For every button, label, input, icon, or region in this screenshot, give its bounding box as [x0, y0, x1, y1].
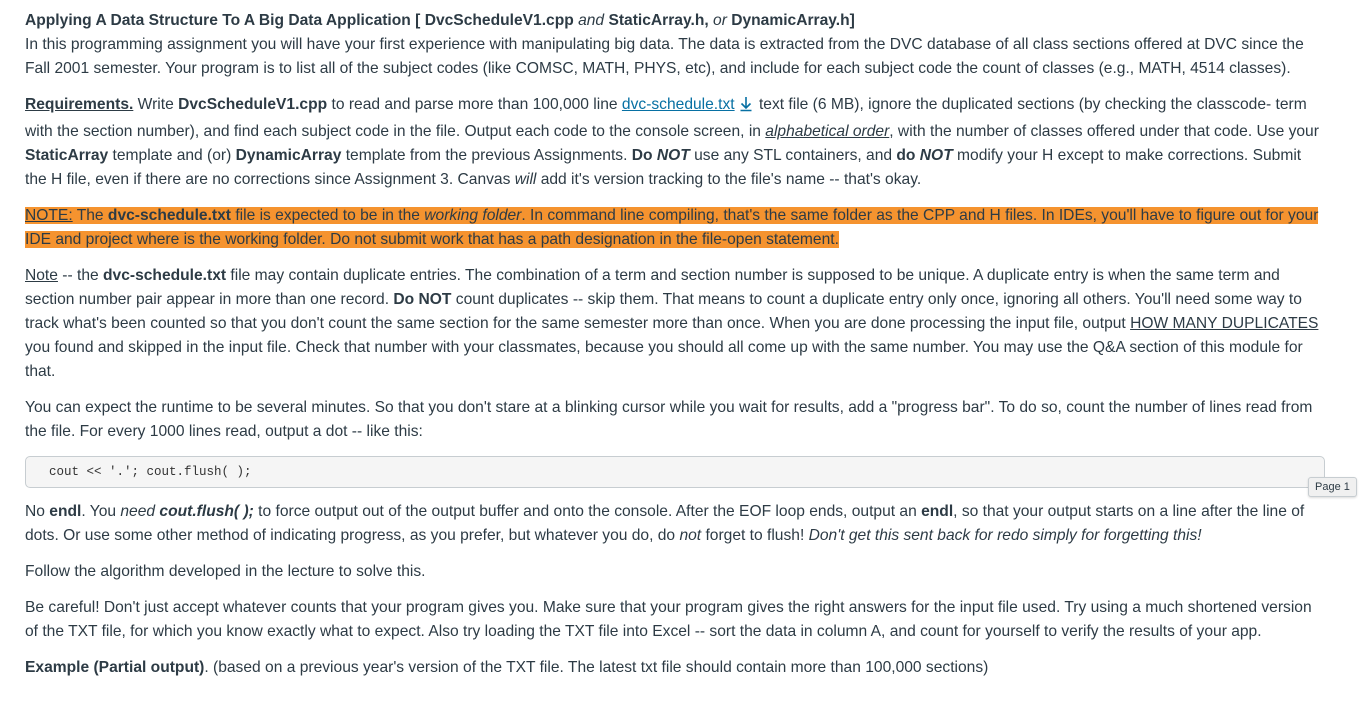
requirements-paragraph: Requirements. Write DvcScheduleV1.cpp to read and parse more than 100,000 line dvc-schedule.txt text file (6 MB), ignore the duplicated sections (by checking the classcode- term with the section number), and find each subject code in the file. Output each code to the console screen, in alphabetical order, with the number of classes offered under that code. Use your StaticArray template and (or) DynamicArray template from the previous Assignments. Do NOT use any STL containers, and do NOT modify your H except to make corrections. Submit the H file, even if there are no corrections since Assignment 3. Canvas will add it's version tracking to the file's name -- that's okay.	[25, 96, 1319, 188]
dvc-schedule-download-link[interactable]: dvc-schedule.txt	[621, 96, 735, 113]
algorithm-paragraph: Follow the algorithm developed in the lecture to solve this.	[25, 563, 426, 580]
note-working-folder: NOTE: The dvc-schedule.txt file is expected to be in the working folder. In command line compiling, that's the same folder as the CPP and H files. In IDEs, you'll have to figure out for your IDE and project where is the working folder. Do not submit work that has a path designation in the file-open statement.	[25, 207, 1319, 248]
progress-bar-paragraph: You can expect the runtime to be several minutes. So that you don't stare at a blinking cursor while you wait for results, add a "progress bar". To do so, count the number of lines read from the file. For every 1000 lines read, output a dot -- like this:	[25, 399, 1313, 440]
download-icon[interactable]	[739, 96, 753, 120]
example-paragraph: Example (Partial output). (based on a previous year's version of the TXT file. The latest txt file should contain more than 100,000 sections)	[25, 659, 989, 676]
code-snippet: cout << '.'; cout.flush( );	[25, 456, 1325, 488]
endl-paragraph: No endl. You need cout.flush( ); to force output out of the output buffer and onto the console. After the EOF loop ends, output an endl, so that your output starts on a line after the line of dots. Or use some other method of indicating progress, as you prefer, but whatever you do, do not forget to flush! Don't get this sent back for redo simply for forgetting this!	[25, 503, 1305, 544]
page-number-badge: Page 1	[1308, 477, 1357, 497]
intro-paragraph: In this programming assignment you will have your first experience with manipulating big data. The data is extracted from the DVC database of all class sections offered at DVC since the Fall 2001 semester. Your program is to list all of the subject codes (like COMSC, MATH, PHYS, etc), and include for each subject code the count of classes (e.g., MATH, 4514 classes).	[25, 36, 1304, 77]
note-duplicates: Note -- the dvc-schedule.txt file may contain duplicate entries. The combination of a term and section number is supposed to be unique. A duplicate entry is when the same term and section number pair appear in more than one record. Do NOT count duplicates -- skip them. That means to count a duplicate entry only once, ignoring all others. You'll need some way to track what's been counted so that you don't count the same section for the same semester more than once. When you are done processing the input file, output HOW MANY DUPLICATES you found and skipped in the input file. Check that number with your classmates, because you should all come up with the same number. You may use the Q&A section of this module for that.	[25, 267, 1319, 380]
assignment-title: Applying A Data Structure To A Big Data Application [ DvcScheduleV1.cpp and StaticArray.h, or DynamicArray.h]	[25, 12, 855, 29]
careful-paragraph: Be careful! Don't just accept whatever counts that your program gives you. Make sure that your program gives the right answers for the input file used. Try using a much shortened version of the TXT file, for which you know exactly what to expect. Also try loading the TXT file into Excel -- sort the data in column A, and count for yourself to verify the results of your app.	[25, 599, 1312, 640]
